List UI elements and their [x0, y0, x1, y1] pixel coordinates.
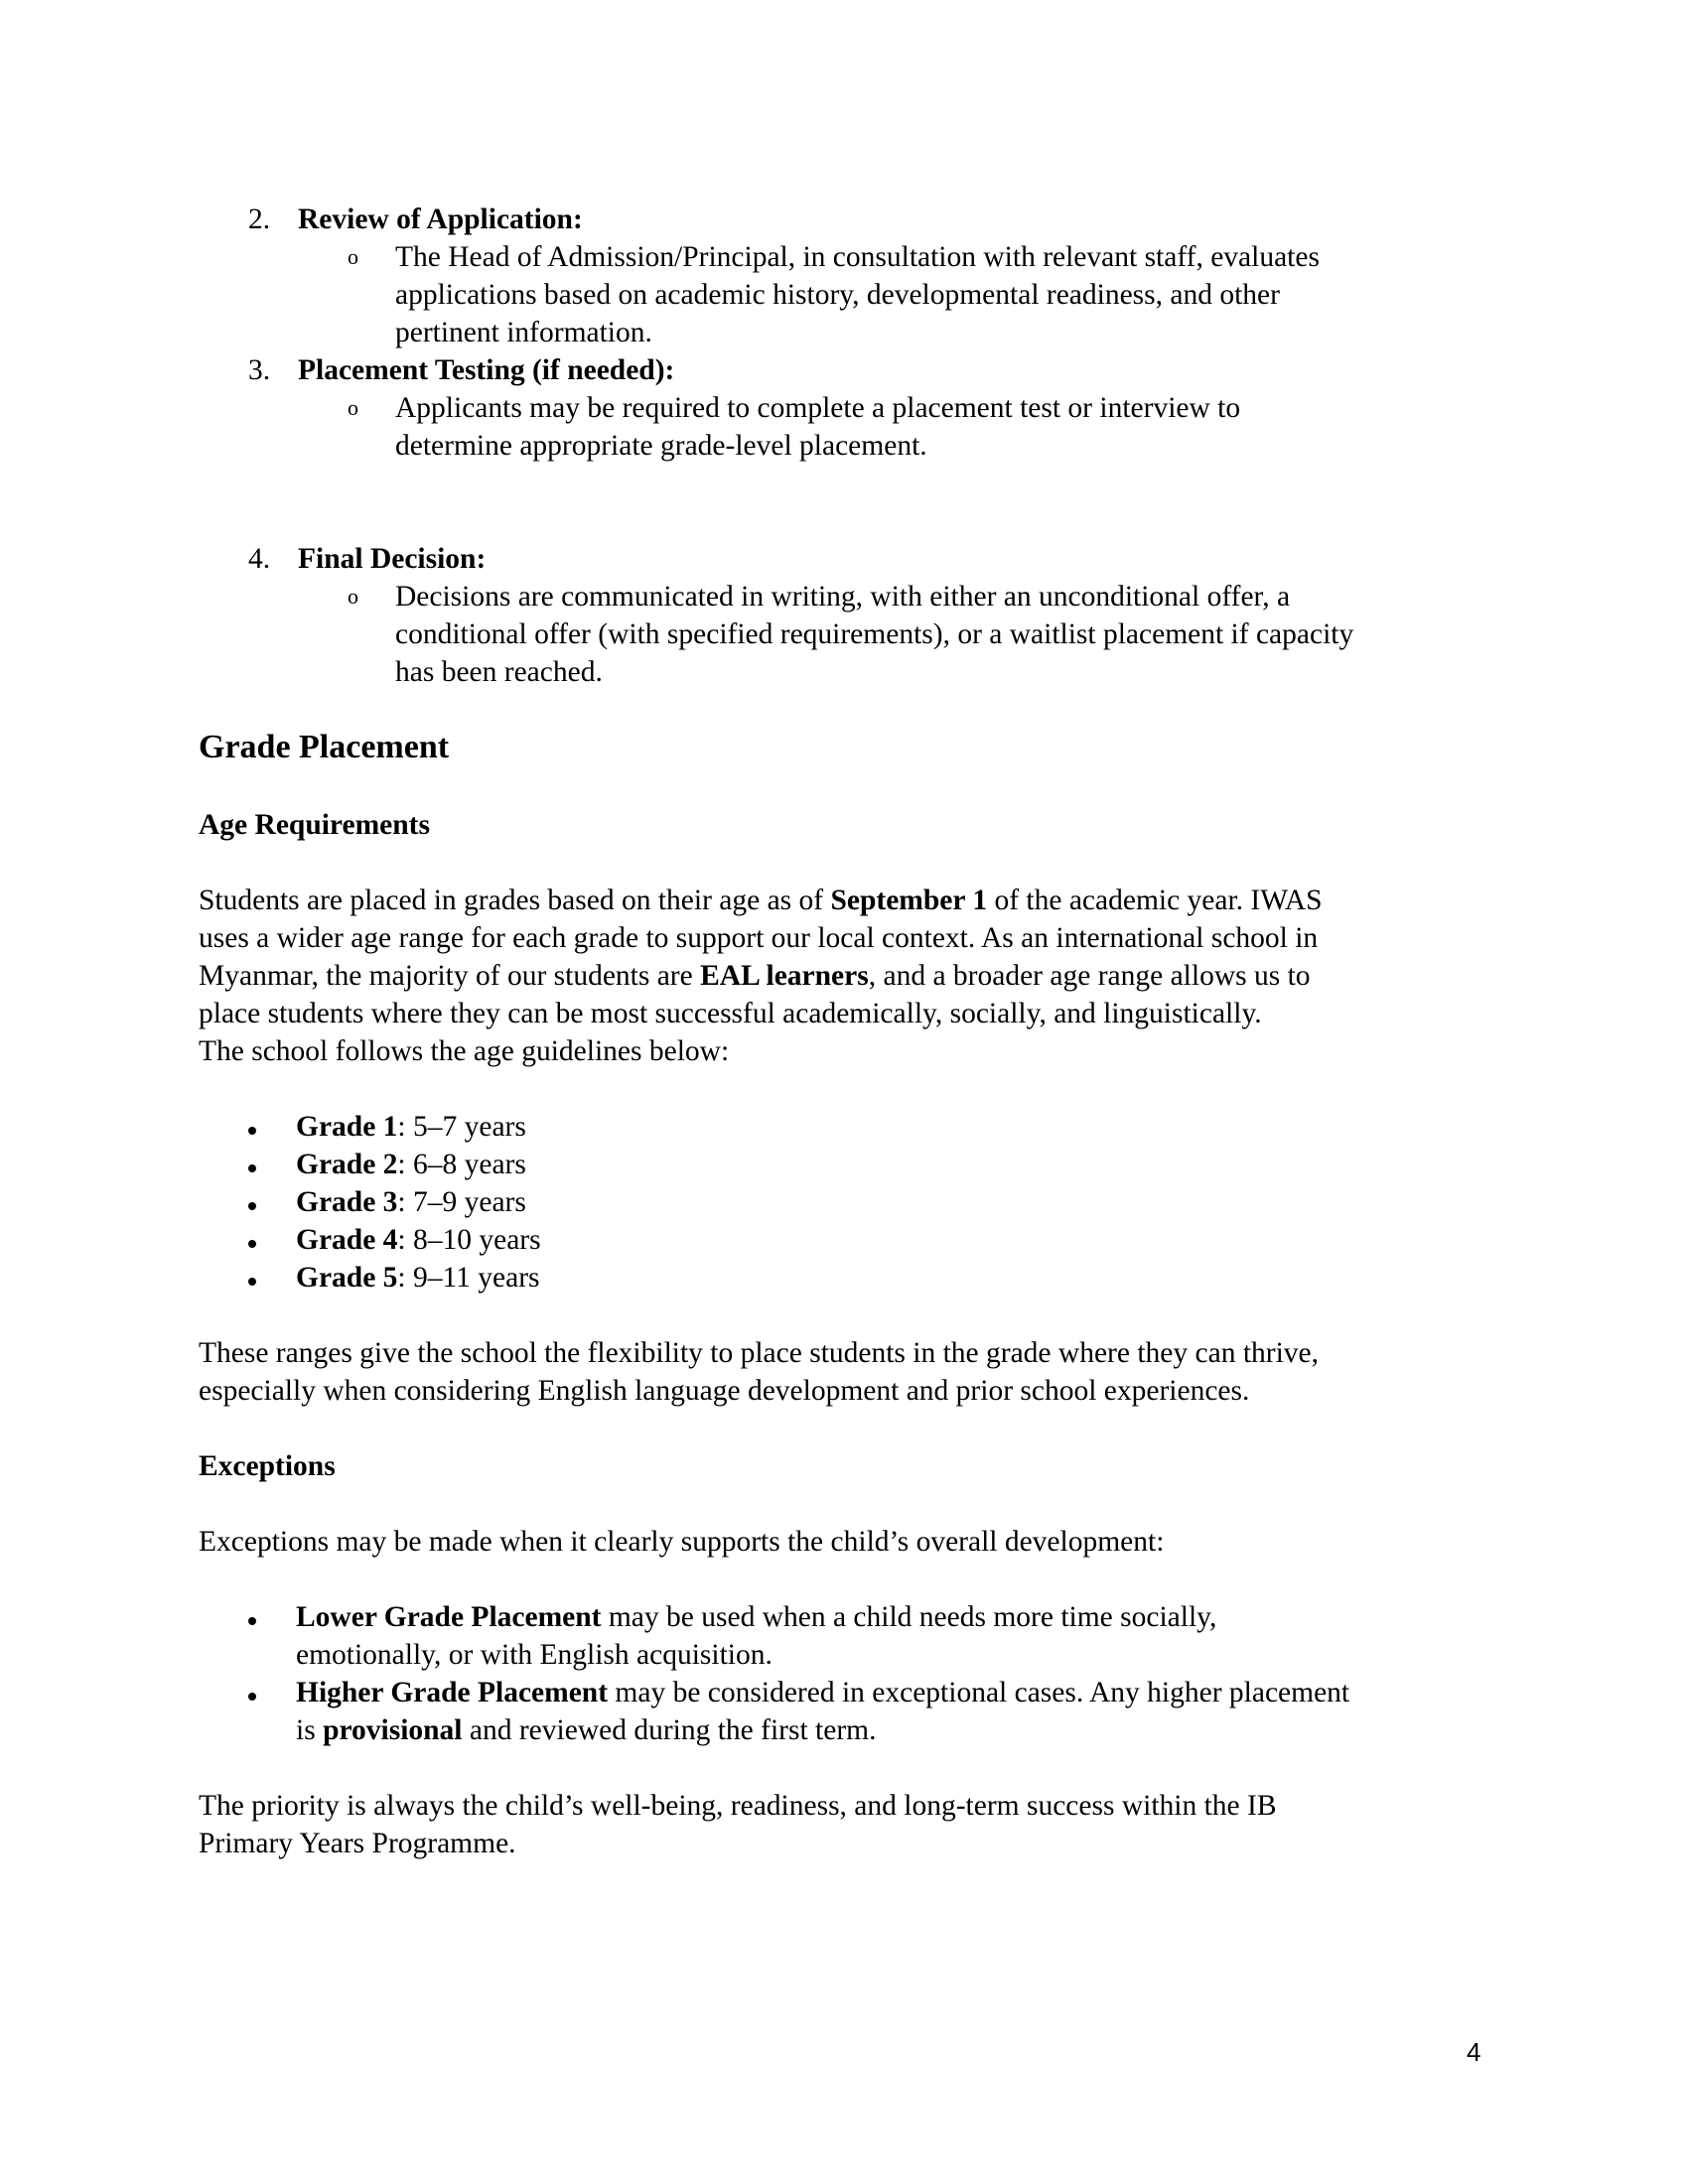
step-title: Placement Testing (if needed): — [298, 354, 675, 386]
bullet-icon — [248, 1202, 256, 1210]
grade-range: : 8–10 years — [397, 1224, 541, 1256]
step-number: 2. — [248, 204, 271, 235]
bullet-icon — [248, 1278, 256, 1286]
paragraph-line: The school follows the age guidelines below: — [199, 1035, 730, 1067]
step-text-line: has been reached. — [395, 656, 603, 688]
circle-bullet-icon: o — [348, 584, 358, 609]
step-title: Review of Application: — [298, 204, 583, 235]
paragraph-line: Myanmar, the majority of our students are EAL learners, and a broader age range allows us to — [199, 960, 1311, 992]
bullet-icon — [248, 1240, 256, 1248]
step-text-line: The Head of Admission/Principal, in consultation with relevant staff, evaluates — [395, 241, 1320, 273]
step-text-line: conditional offer (with specified requirements), or a waitlist placement if capacity — [395, 618, 1354, 650]
grade-label: Grade 1 — [296, 1111, 398, 1143]
grade-range: : 7–9 years — [397, 1186, 526, 1218]
grade-label: Grade 5 — [296, 1262, 398, 1294]
grade-range: : 6–8 years — [397, 1149, 526, 1180]
paragraph-line: Primary Years Programme. — [199, 1828, 516, 1859]
bullet-icon — [248, 1164, 256, 1172]
step-number: 3. — [248, 354, 271, 386]
grade-range: : 5–7 years — [397, 1111, 526, 1143]
bullet-icon — [248, 1127, 256, 1135]
step-text-line: applications based on academic history, developmental readiness, and other — [395, 279, 1280, 311]
grade-label: Grade 2 — [296, 1149, 398, 1180]
paragraph-line: uses a wider age range for each grade to support our local context. As an international school in — [199, 922, 1319, 954]
circle-bullet-icon: o — [348, 395, 358, 420]
bullet-icon — [248, 1617, 256, 1625]
circle-bullet-icon: o — [348, 244, 358, 269]
step-number: 4. — [248, 543, 271, 575]
paragraph-line: especially when considering English language development and prior school experiences. — [199, 1375, 1250, 1407]
grade-range: : 9–11 years — [397, 1262, 540, 1294]
paragraph-line: Exceptions may be made when it clearly supports the child’s overall development: — [199, 1526, 1165, 1558]
subsection-heading: Age Requirements — [199, 809, 430, 841]
grade-label: Grade 3 — [296, 1186, 398, 1218]
paragraph-line: These ranges give the school the flexibility to place students in the grade where they can thrive, — [199, 1337, 1320, 1369]
paragraph-line: The priority is always the child’s well-being, readiness, and long-term success within the IB — [199, 1790, 1277, 1822]
paragraph-line: place students where they can be most successful academically, socially, and linguistically. — [199, 998, 1262, 1029]
step-title: Final Decision: — [298, 543, 487, 575]
paragraph-line: Students are placed in grades based on their age as of September 1 of the academic year. IWAS — [199, 885, 1323, 916]
grade-label: Grade 4 — [296, 1224, 398, 1256]
document-page: 2. Review of Application: o The Head of Admission/Principal, in consultation with relevant staff, evaluates applications based on academic history, developmental readiness, and other pertinent information. 3. Placement Testing (if needed): o Applicants may be required to complete a placement test or interview to determine appropriate grade-level placement. 4. Final Decision: o Decisions are communicated in writing, with either an unconditional offer, a conditional offer (with specified requirements), or a waitlist placement if capacity has been reached. Grade Placement Age Requirements Students are placed in grades based on their age as of September 1 of the academic year. IWAS uses a wider age range for each grade to support our local context. As an international school in Myanmar, the majority of our students are EAL learners, and a broader age range allows us to place students where they can be most successful academically, socially, and linguistically. The school follows the age guidelines below: Grade 1: 5–7 years Grade 2: 6–8 years Grade 3: 7–9 years Grade 4: 8–10 years Grade 5: 9–11 years These ranges give the school the flexibility to place students in the grade where they can thrive, especially when considering English language development and prior school experiences. Exceptions Exceptions may be made when it clearly supports the child’s overall development: Lower Grade Placement may be used when a child needs more time socially, emotionally, or with English acquisition. Higher Grade Placement may be considered in exceptional cases. Any higher placement is provisional and reviewed during the first term. The priority is always the child’s well-being, readiness, and long-term success within the IB Primary Years Programme. 4 — [0, 0, 1688, 2184]
step-text-line: determine appropriate grade-level placement. — [395, 430, 927, 462]
step-text-line: pertinent information. — [395, 317, 652, 348]
section-heading: Grade Placement — [199, 729, 450, 765]
bullet-icon — [248, 1693, 256, 1701]
step-text-line: Decisions are communicated in writing, with either an unconditional offer, a — [395, 581, 1291, 613]
page-number: 4 — [1467, 2037, 1481, 2067]
subsection-heading: Exceptions — [199, 1450, 336, 1482]
step-text-line: Applicants may be required to complete a placement test or interview to — [395, 392, 1241, 424]
